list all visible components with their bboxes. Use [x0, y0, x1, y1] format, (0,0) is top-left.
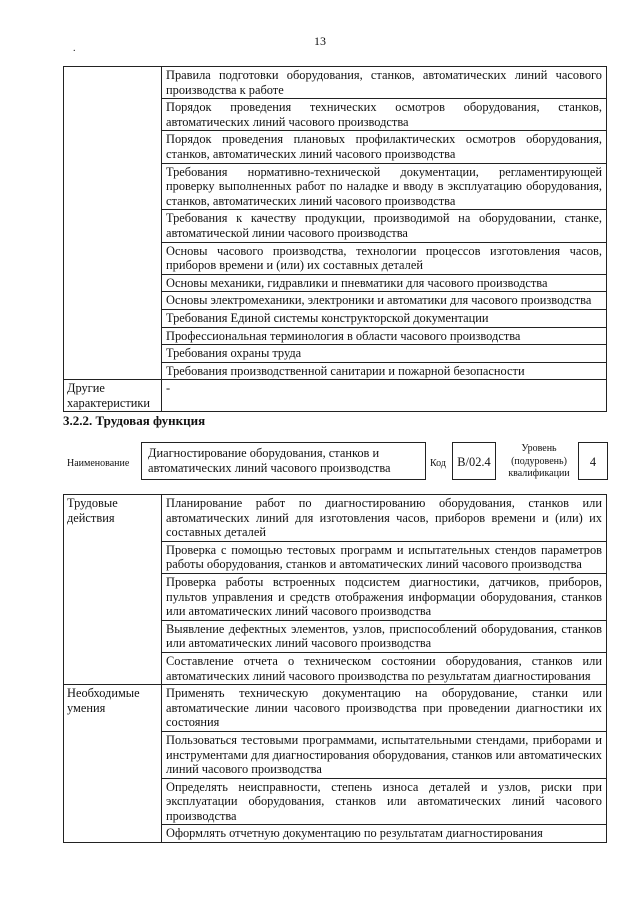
function-name-box: Диагностирование оборудования, станков и автоматических линий часового производства: [141, 442, 426, 480]
qualification-level-label: Уровень (подуровень) квалификации: [508, 443, 570, 479]
knowledge-item: Требования нормативно-технической документации, регламентирующей проверку выполненных работ по наладке и вводу в эксплуатацию оборудования, станков, автоматических линий часового производства: [162, 163, 607, 210]
knowledge-item: Основы часового производства, технологии процессов изготовления часов, приборов времени и (или) их составных деталей: [162, 242, 607, 274]
table-row: [64, 380, 607, 412]
knowledge-item: Требования Единой системы конструкторской документации: [162, 309, 607, 327]
name-label: Наименование: [67, 458, 130, 469]
labor-action-item: Проверка работы встроенных подсистем диагностики, датчиков, приборов, пультов управления и средств отображения информации оборудования, станков или автоматических линий часового производства: [162, 573, 607, 620]
knowledge-item: Требования охраны труда: [162, 345, 607, 363]
labor-action-item: Выявление дефектных элементов, узлов, приспособлений оборудования, станков или автоматических линий часового производства: [162, 620, 607, 652]
labor-action-item: Составление отчета о техническом состоянии оборудования, станков или автоматических линий часового производства по результатам диагностирования: [162, 652, 607, 684]
required-skills-label: Необходимые умения: [64, 685, 162, 843]
skill-item: Определять неисправности, степень износа деталей и узлов, риски при эксплуатации оборудования, станков или автоматических линий часового производства: [162, 778, 607, 825]
skill-item: Применять техническую документацию на оборудование, станки или автоматические линии часового производства при проведении диагностики их состояния: [162, 685, 607, 732]
labor-action-item: Проверка с помощью тестовых программ и испытательных стендов параметров работы оборудования, станков и автоматических линий часового производства: [162, 541, 607, 573]
skill-item: Пользоваться тестовыми программами, испытательными стендами, приборами и инструментами для диагностирования оборудования, станков или автоматических линий часового производства: [162, 731, 607, 778]
knowledge-item: Основы механики, гидравлики и пневматики для часового производства: [162, 274, 607, 292]
code-label: Код: [430, 458, 446, 469]
knowledge-item: Порядок проведения технических осмотров оборудования, станков, автоматических линий часового производства: [162, 99, 607, 131]
scan-mark: .: [73, 43, 76, 54]
knowledge-item: Требования производственной санитарии и пожарной безопасности: [162, 362, 607, 380]
knowledge-item: Правила подготовки оборудования, станков, автоматических линий часового производства к работе: [162, 67, 607, 99]
table-row: [64, 67, 607, 99]
labor-actions-label: Трудовые действия: [64, 495, 162, 685]
knowledge-table: [63, 66, 607, 412]
knowledge-item: Профессиональная терминология в области часового производства: [162, 327, 607, 345]
qualification-level-box: 4: [578, 442, 608, 480]
table-row: [64, 685, 607, 732]
function-code-box: B/02.4: [452, 442, 496, 480]
knowledge-item: Основы электромеханики, электроники и автоматики для часового производства: [162, 292, 607, 310]
knowledge-item: Требования к качеству продукции, производимой на оборудовании, станке, автоматической линии часового производства: [162, 210, 607, 242]
other-characteristics-label: Другие характеристики: [64, 380, 162, 412]
table-row: [64, 495, 607, 542]
table-cell-empty: [64, 67, 162, 380]
labor-function-header: [63, 441, 608, 485]
labor-action-item: Планирование работ по диагностированию оборудования, станков или автоматических линий для изготовления часов, приборов времени и (или) их составных деталей: [162, 495, 607, 542]
other-characteristics-value: -: [162, 380, 607, 412]
skill-item: Оформлять отчетную документацию по результатам диагностирования: [162, 825, 607, 843]
knowledge-item: Порядок проведения плановых профилактических осмотров оборудования, станков, автоматических линий часового производства: [162, 131, 607, 163]
function-details-table: [63, 494, 607, 843]
page-number: 13: [314, 34, 326, 48]
section-title: 3.2.2. Трудовая функция: [63, 413, 206, 428]
